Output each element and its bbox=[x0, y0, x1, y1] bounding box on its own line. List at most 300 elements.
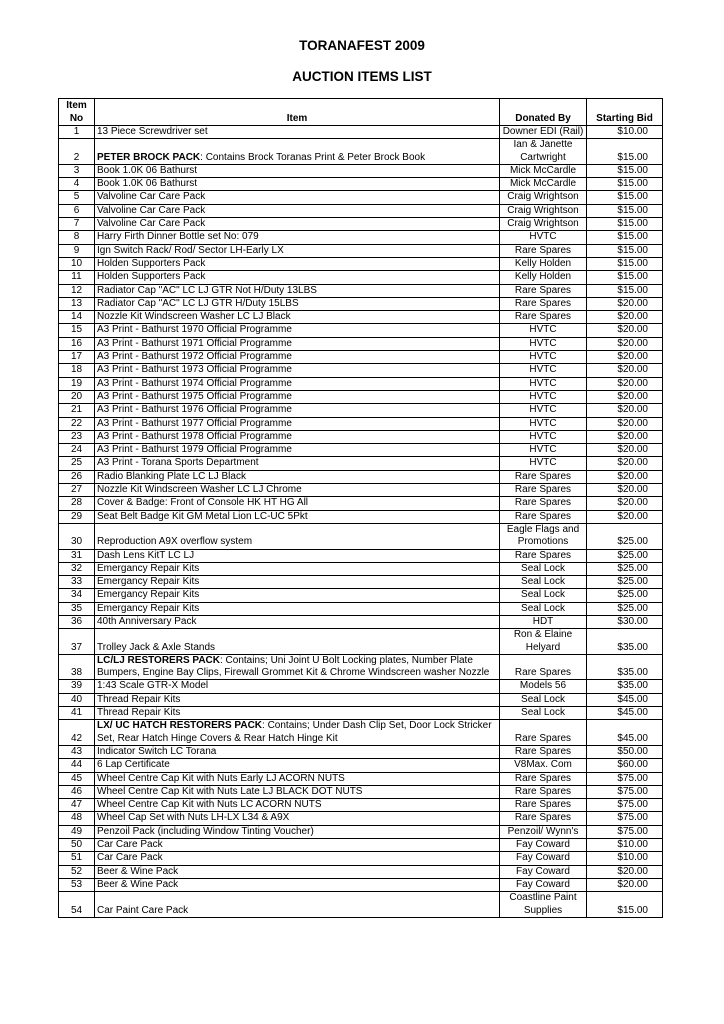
item-text: Emergancy Repair Kits bbox=[97, 576, 200, 588]
starting-bid: $20.00 bbox=[587, 297, 663, 310]
item-text: A3 Print - Bathurst 1971 Official Programme bbox=[97, 337, 292, 349]
item-description bbox=[95, 785, 500, 798]
item-text: Nozzle Kit Windscreen Washer LC LJ Black bbox=[97, 311, 291, 323]
item-text: Car Care Pack bbox=[97, 839, 163, 851]
table-row bbox=[59, 693, 663, 706]
table-row bbox=[59, 218, 663, 231]
starting-bid: $20.00 bbox=[587, 457, 663, 470]
table-row bbox=[59, 892, 663, 918]
item-text: Valvoline Car Care Pack bbox=[97, 204, 206, 216]
item-text: 6 Lap Certificate bbox=[97, 759, 170, 771]
item-number: 32 bbox=[59, 562, 95, 575]
item-text: Radiator Cap "AC" LC LJ GTR H/Duty 15LBS bbox=[97, 297, 299, 309]
donated-by: Mick McCardle bbox=[500, 164, 587, 177]
donated-by: Rare Spares bbox=[500, 510, 587, 523]
table-row bbox=[59, 244, 663, 257]
donated-by: Penzoil/ Wynn's bbox=[500, 825, 587, 838]
table-row bbox=[59, 812, 663, 825]
table-header-row bbox=[59, 99, 663, 126]
item-description bbox=[95, 825, 500, 838]
document-title: TORANAFEST 2009 bbox=[299, 38, 425, 53]
item-text: Wheel Centre Cap Kit with Nuts Late LJ BLACK DOT NUTS bbox=[97, 785, 363, 797]
item-description bbox=[95, 549, 500, 562]
donated-by: Seal Lock bbox=[500, 589, 587, 602]
item-number: 50 bbox=[59, 839, 95, 852]
starting-bid: $15.00 bbox=[587, 892, 663, 918]
header-starting-bid: Starting Bid bbox=[587, 99, 663, 126]
starting-bid: $15.00 bbox=[587, 164, 663, 177]
item-number: 41 bbox=[59, 707, 95, 720]
table-row bbox=[59, 549, 663, 562]
donated-by: Seal Lock bbox=[500, 707, 587, 720]
document-subtitle: AUCTION ITEMS LIST bbox=[292, 69, 432, 84]
item-number: 49 bbox=[59, 825, 95, 838]
starting-bid: $45.00 bbox=[587, 720, 663, 746]
table-row bbox=[59, 825, 663, 838]
donated-by: Models 56 bbox=[500, 680, 587, 693]
item-description bbox=[95, 457, 500, 470]
item-description bbox=[95, 204, 500, 217]
table-row bbox=[59, 164, 663, 177]
item-number: 35 bbox=[59, 602, 95, 615]
item-number: 3 bbox=[59, 164, 95, 177]
donated-by: Rare Spares bbox=[500, 772, 587, 785]
table-row bbox=[59, 484, 663, 497]
starting-bid: $20.00 bbox=[587, 444, 663, 457]
starting-bid: $20.00 bbox=[587, 404, 663, 417]
donated-by: HVTC bbox=[500, 377, 587, 390]
donated-by: Ian & Janette Cartwright bbox=[500, 139, 587, 165]
donated-by: Rare Spares bbox=[500, 244, 587, 257]
donated-by: Fay Coward bbox=[500, 865, 587, 878]
item-description bbox=[95, 404, 500, 417]
item-text: 1:43 Scale GTR-X Model bbox=[97, 680, 209, 692]
item-description bbox=[95, 311, 500, 324]
item-number: 34 bbox=[59, 589, 95, 602]
table-row bbox=[59, 865, 663, 878]
starting-bid: $20.00 bbox=[587, 377, 663, 390]
item-number: 7 bbox=[59, 218, 95, 231]
starting-bid: $10.00 bbox=[587, 126, 663, 139]
item-description bbox=[95, 324, 500, 337]
item-number: 4 bbox=[59, 178, 95, 191]
table-row bbox=[59, 745, 663, 758]
donated-by: Rare Spares bbox=[500, 497, 587, 510]
starting-bid: $25.00 bbox=[587, 602, 663, 615]
item-description bbox=[95, 390, 500, 403]
donated-by: HVTC bbox=[500, 457, 587, 470]
starting-bid: $20.00 bbox=[587, 364, 663, 377]
table-row bbox=[59, 602, 663, 615]
table-row bbox=[59, 430, 663, 443]
table-row bbox=[59, 457, 663, 470]
item-number: 24 bbox=[59, 444, 95, 457]
item-description bbox=[95, 562, 500, 575]
donated-by: Coastline Paint Supplies bbox=[500, 892, 587, 918]
starting-bid: $75.00 bbox=[587, 772, 663, 785]
item-description bbox=[95, 484, 500, 497]
item-number: 40 bbox=[59, 693, 95, 706]
item-text: A3 Print - Bathurst 1979 Official Programme bbox=[97, 444, 292, 456]
donated-by: Rare Spares bbox=[500, 720, 587, 746]
item-description bbox=[95, 164, 500, 177]
item-number: 2 bbox=[59, 139, 95, 165]
item-description bbox=[95, 364, 500, 377]
item-text: Wheel Cap Set with Nuts LH-LX L34 & A9X bbox=[97, 812, 290, 824]
item-description bbox=[95, 629, 500, 655]
starting-bid: $15.00 bbox=[587, 139, 663, 165]
donated-by: HVTC bbox=[500, 444, 587, 457]
item-number: 46 bbox=[59, 785, 95, 798]
item-description bbox=[95, 772, 500, 785]
starting-bid: $15.00 bbox=[587, 271, 663, 284]
item-text: Ign Switch Rack/ Rod/ Sector LH-Early LX bbox=[97, 244, 284, 256]
item-number: 30 bbox=[59, 523, 95, 549]
item-text: Holden Supporters Pack bbox=[97, 271, 206, 283]
item-description bbox=[95, 377, 500, 390]
item-number: 39 bbox=[59, 680, 95, 693]
donated-by: HVTC bbox=[500, 364, 587, 377]
table-row bbox=[59, 284, 663, 297]
item-text: : Contains; Under Dash Clip Set, Door Lock Stricker Set, Rear Hatch Hinge Covers & Rear Hatch Hinge Kit bbox=[97, 720, 492, 744]
table-row bbox=[59, 629, 663, 655]
item-text: Book 1.0K 06 Bathurst bbox=[97, 178, 198, 190]
item-text: Thread Repair Kits bbox=[97, 693, 181, 705]
item-number: 6 bbox=[59, 204, 95, 217]
table-row bbox=[59, 364, 663, 377]
item-text: A3 Print - Bathurst 1970 Official Programme bbox=[97, 324, 292, 336]
item-number: 16 bbox=[59, 337, 95, 350]
item-description bbox=[95, 759, 500, 772]
item-number: 23 bbox=[59, 430, 95, 443]
item-number: 17 bbox=[59, 351, 95, 364]
item-text: Dash Lens KitT LC LJ bbox=[97, 549, 195, 561]
item-text: Harry Firth Dinner Bottle set No: 079 bbox=[97, 231, 259, 243]
starting-bid: $75.00 bbox=[587, 799, 663, 812]
item-text: Beer & Wine Pack bbox=[97, 865, 179, 877]
donated-by: Seal Lock bbox=[500, 693, 587, 706]
table-row bbox=[59, 772, 663, 785]
donated-by: Eagle Flags and Promotions bbox=[500, 523, 587, 549]
table-row bbox=[59, 126, 663, 139]
item-text: Valvoline Car Care Pack bbox=[97, 191, 206, 203]
item-description bbox=[95, 892, 500, 918]
donated-by: Rare Spares bbox=[500, 654, 587, 680]
item-number: 45 bbox=[59, 772, 95, 785]
donated-by: Craig Wrightson bbox=[500, 204, 587, 217]
starting-bid: $20.00 bbox=[587, 324, 663, 337]
donated-by: Seal Lock bbox=[500, 576, 587, 589]
item-description bbox=[95, 510, 500, 523]
item-text: A3 Print - Torana Sports Department bbox=[97, 457, 259, 469]
item-description bbox=[95, 878, 500, 891]
item-description bbox=[95, 244, 500, 257]
item-text: : Contains Brock Toranas Print & Peter Brock Book bbox=[200, 151, 426, 163]
item-description bbox=[95, 589, 500, 602]
item-description bbox=[95, 218, 500, 231]
item-text: Penzoil Pack (including Window Tinting Voucher) bbox=[97, 825, 314, 837]
starting-bid: $15.00 bbox=[587, 218, 663, 231]
starting-bid: $45.00 bbox=[587, 693, 663, 706]
item-text: Thread Repair Kits bbox=[97, 707, 181, 719]
item-description bbox=[95, 680, 500, 693]
table-row bbox=[59, 878, 663, 891]
table-row bbox=[59, 785, 663, 798]
item-number: 28 bbox=[59, 497, 95, 510]
starting-bid: $25.00 bbox=[587, 523, 663, 549]
donated-by: Fay Coward bbox=[500, 878, 587, 891]
donated-by: Rare Spares bbox=[500, 284, 587, 297]
item-text: A3 Print - Bathurst 1977 Official Programme bbox=[97, 417, 292, 429]
item-description bbox=[95, 178, 500, 191]
donated-by: Downer EDI (Rail) bbox=[500, 126, 587, 139]
item-number: 19 bbox=[59, 377, 95, 390]
item-number: 36 bbox=[59, 615, 95, 628]
item-number: 1 bbox=[59, 126, 95, 139]
header-item-no: Item No bbox=[59, 99, 95, 126]
item-text: A3 Print - Bathurst 1976 Official Programme bbox=[97, 404, 292, 416]
table-row bbox=[59, 615, 663, 628]
table-row bbox=[59, 680, 663, 693]
item-description bbox=[95, 271, 500, 284]
donated-by: HVTC bbox=[500, 337, 587, 350]
item-text: Emergancy Repair Kits bbox=[97, 589, 200, 601]
item-number: 10 bbox=[59, 257, 95, 270]
table-row bbox=[59, 589, 663, 602]
item-description bbox=[95, 865, 500, 878]
table-row bbox=[59, 497, 663, 510]
donated-by: Rare Spares bbox=[500, 745, 587, 758]
donated-by: Kelly Holden bbox=[500, 257, 587, 270]
item-number: 9 bbox=[59, 244, 95, 257]
table-row bbox=[59, 271, 663, 284]
item-number: 43 bbox=[59, 745, 95, 758]
item-description bbox=[95, 497, 500, 510]
item-number: 37 bbox=[59, 629, 95, 655]
item-number: 8 bbox=[59, 231, 95, 244]
table-row bbox=[59, 799, 663, 812]
table-row bbox=[59, 510, 663, 523]
item-text: Book 1.0K 06 Bathurst bbox=[97, 164, 198, 176]
item-number: 27 bbox=[59, 484, 95, 497]
item-number: 5 bbox=[59, 191, 95, 204]
starting-bid: $15.00 bbox=[587, 178, 663, 191]
donated-by: HDT bbox=[500, 615, 587, 628]
starting-bid: $15.00 bbox=[587, 191, 663, 204]
donated-by: Rare Spares bbox=[500, 549, 587, 562]
donated-by: HVTC bbox=[500, 390, 587, 403]
donated-by: Rare Spares bbox=[500, 484, 587, 497]
item-description bbox=[95, 720, 500, 746]
starting-bid: $20.00 bbox=[587, 878, 663, 891]
starting-bid: $75.00 bbox=[587, 825, 663, 838]
item-description bbox=[95, 257, 500, 270]
table-row bbox=[59, 324, 663, 337]
item-description bbox=[95, 139, 500, 165]
item-description bbox=[95, 839, 500, 852]
donated-by: HVTC bbox=[500, 417, 587, 430]
item-description bbox=[95, 231, 500, 244]
donated-by: Fay Coward bbox=[500, 852, 587, 865]
item-number: 42 bbox=[59, 720, 95, 746]
item-description bbox=[95, 430, 500, 443]
donated-by: Ron & Elaine Helyard bbox=[500, 629, 587, 655]
starting-bid: $20.00 bbox=[587, 417, 663, 430]
item-text: Holden Supporters Pack bbox=[97, 257, 206, 269]
item-pack-name: PETER BROCK PACK bbox=[97, 151, 201, 163]
table-row bbox=[59, 576, 663, 589]
table-row bbox=[59, 351, 663, 364]
item-number: 25 bbox=[59, 457, 95, 470]
item-text: A3 Print - Bathurst 1972 Official Programme bbox=[97, 351, 292, 363]
item-text: Beer & Wine Pack bbox=[97, 878, 179, 890]
donated-by: Mick McCardle bbox=[500, 178, 587, 191]
starting-bid: $20.00 bbox=[587, 484, 663, 497]
item-number: 13 bbox=[59, 297, 95, 310]
item-text: Car Care Pack bbox=[97, 852, 163, 864]
item-description bbox=[95, 852, 500, 865]
item-description bbox=[95, 417, 500, 430]
item-number: 18 bbox=[59, 364, 95, 377]
item-text: Indicator Switch LC Torana bbox=[97, 745, 217, 757]
donated-by: Seal Lock bbox=[500, 562, 587, 575]
starting-bid: $15.00 bbox=[587, 257, 663, 270]
item-number: 26 bbox=[59, 470, 95, 483]
starting-bid: $20.00 bbox=[587, 865, 663, 878]
item-number: 53 bbox=[59, 878, 95, 891]
item-number: 15 bbox=[59, 324, 95, 337]
starting-bid: $35.00 bbox=[587, 629, 663, 655]
starting-bid: $15.00 bbox=[587, 204, 663, 217]
donated-by: Craig Wrightson bbox=[500, 218, 587, 231]
table-row bbox=[59, 337, 663, 350]
table-row bbox=[59, 523, 663, 549]
table-row bbox=[59, 257, 663, 270]
table-row bbox=[59, 470, 663, 483]
starting-bid: $25.00 bbox=[587, 589, 663, 602]
item-description bbox=[95, 444, 500, 457]
item-text: Valvoline Car Care Pack bbox=[97, 218, 206, 230]
starting-bid: $45.00 bbox=[587, 707, 663, 720]
starting-bid: $20.00 bbox=[587, 510, 663, 523]
item-text: Emergancy Repair Kits bbox=[97, 602, 200, 614]
item-description bbox=[95, 745, 500, 758]
item-description bbox=[95, 351, 500, 364]
donated-by: Rare Spares bbox=[500, 297, 587, 310]
donated-by: V8Max. Com bbox=[500, 759, 587, 772]
item-description bbox=[95, 126, 500, 139]
table-row bbox=[59, 311, 663, 324]
item-text: A3 Print - Bathurst 1973 Official Programme bbox=[97, 364, 292, 376]
starting-bid: $15.00 bbox=[587, 244, 663, 257]
item-number: 14 bbox=[59, 311, 95, 324]
donated-by: HVTC bbox=[500, 404, 587, 417]
table-row bbox=[59, 178, 663, 191]
table-row bbox=[59, 390, 663, 403]
starting-bid: $50.00 bbox=[587, 745, 663, 758]
donated-by: Rare Spares bbox=[500, 812, 587, 825]
item-description bbox=[95, 707, 500, 720]
item-text: 40th Anniversary Pack bbox=[97, 615, 197, 627]
donated-by: Rare Spares bbox=[500, 799, 587, 812]
item-number: 11 bbox=[59, 271, 95, 284]
item-number: 12 bbox=[59, 284, 95, 297]
item-number: 48 bbox=[59, 812, 95, 825]
item-description bbox=[95, 602, 500, 615]
donated-by: HVTC bbox=[500, 324, 587, 337]
item-number: 38 bbox=[59, 654, 95, 680]
starting-bid: $10.00 bbox=[587, 852, 663, 865]
header-donated-by: Donated By bbox=[500, 99, 587, 126]
item-description bbox=[95, 615, 500, 628]
table-row bbox=[59, 404, 663, 417]
starting-bid: $20.00 bbox=[587, 337, 663, 350]
donated-by: Rare Spares bbox=[500, 785, 587, 798]
donated-by: HVTC bbox=[500, 430, 587, 443]
donated-by: HVTC bbox=[500, 351, 587, 364]
item-number: 33 bbox=[59, 576, 95, 589]
starting-bid: $20.00 bbox=[587, 497, 663, 510]
donated-by: Seal Lock bbox=[500, 602, 587, 615]
item-description bbox=[95, 812, 500, 825]
item-text: Reproduction A9X overflow system bbox=[97, 536, 253, 548]
item-pack-name: LC/LJ RESTORERS PACK bbox=[97, 654, 220, 666]
auction-items-table bbox=[58, 98, 663, 918]
item-number: 20 bbox=[59, 390, 95, 403]
starting-bid: $20.00 bbox=[587, 311, 663, 324]
item-text: 13 Piece Screwdriver set bbox=[97, 126, 208, 137]
table-row bbox=[59, 852, 663, 865]
item-text: : Contains; Uni Joint U Bolt Locking plates, Number Plate Bumpers, Engine Bay Clips, Firewall Grommet Kit & Chrome Windscreen washer Nozzle bbox=[97, 654, 490, 679]
table-row bbox=[59, 231, 663, 244]
item-text: Cover & Badge: Front of Console HK HT HG All bbox=[97, 497, 309, 509]
table-row bbox=[59, 191, 663, 204]
starting-bid: $15.00 bbox=[587, 231, 663, 244]
item-text: A3 Print - Bathurst 1974 Official Programme bbox=[97, 377, 292, 389]
item-description bbox=[95, 523, 500, 549]
table-row bbox=[59, 297, 663, 310]
item-text: Radio Blanking Plate LC LJ Black bbox=[97, 470, 246, 482]
donated-by: HVTC bbox=[500, 231, 587, 244]
table-row bbox=[59, 839, 663, 852]
item-description bbox=[95, 654, 500, 680]
item-description bbox=[95, 470, 500, 483]
table-row bbox=[59, 444, 663, 457]
table-row bbox=[59, 720, 663, 746]
starting-bid: $75.00 bbox=[587, 785, 663, 798]
starting-bid: $15.00 bbox=[587, 284, 663, 297]
header-item: Item bbox=[95, 99, 500, 126]
item-text: Trolley Jack & Axle Stands bbox=[97, 641, 216, 653]
item-description bbox=[95, 191, 500, 204]
starting-bid: $20.00 bbox=[587, 390, 663, 403]
item-number: 44 bbox=[59, 759, 95, 772]
table-row bbox=[59, 759, 663, 772]
table-row bbox=[59, 417, 663, 430]
item-description bbox=[95, 693, 500, 706]
starting-bid: $30.00 bbox=[587, 615, 663, 628]
starting-bid: $75.00 bbox=[587, 812, 663, 825]
table-row bbox=[59, 707, 663, 720]
donated-by: Fay Coward bbox=[500, 839, 587, 852]
starting-bid: $25.00 bbox=[587, 549, 663, 562]
item-text: Radiator Cap "AC" LC LJ GTR Not H/Duty 13LBS bbox=[97, 284, 317, 296]
table-row bbox=[59, 204, 663, 217]
item-description bbox=[95, 297, 500, 310]
item-number: 54 bbox=[59, 892, 95, 918]
starting-bid: $60.00 bbox=[587, 759, 663, 772]
item-description bbox=[95, 284, 500, 297]
